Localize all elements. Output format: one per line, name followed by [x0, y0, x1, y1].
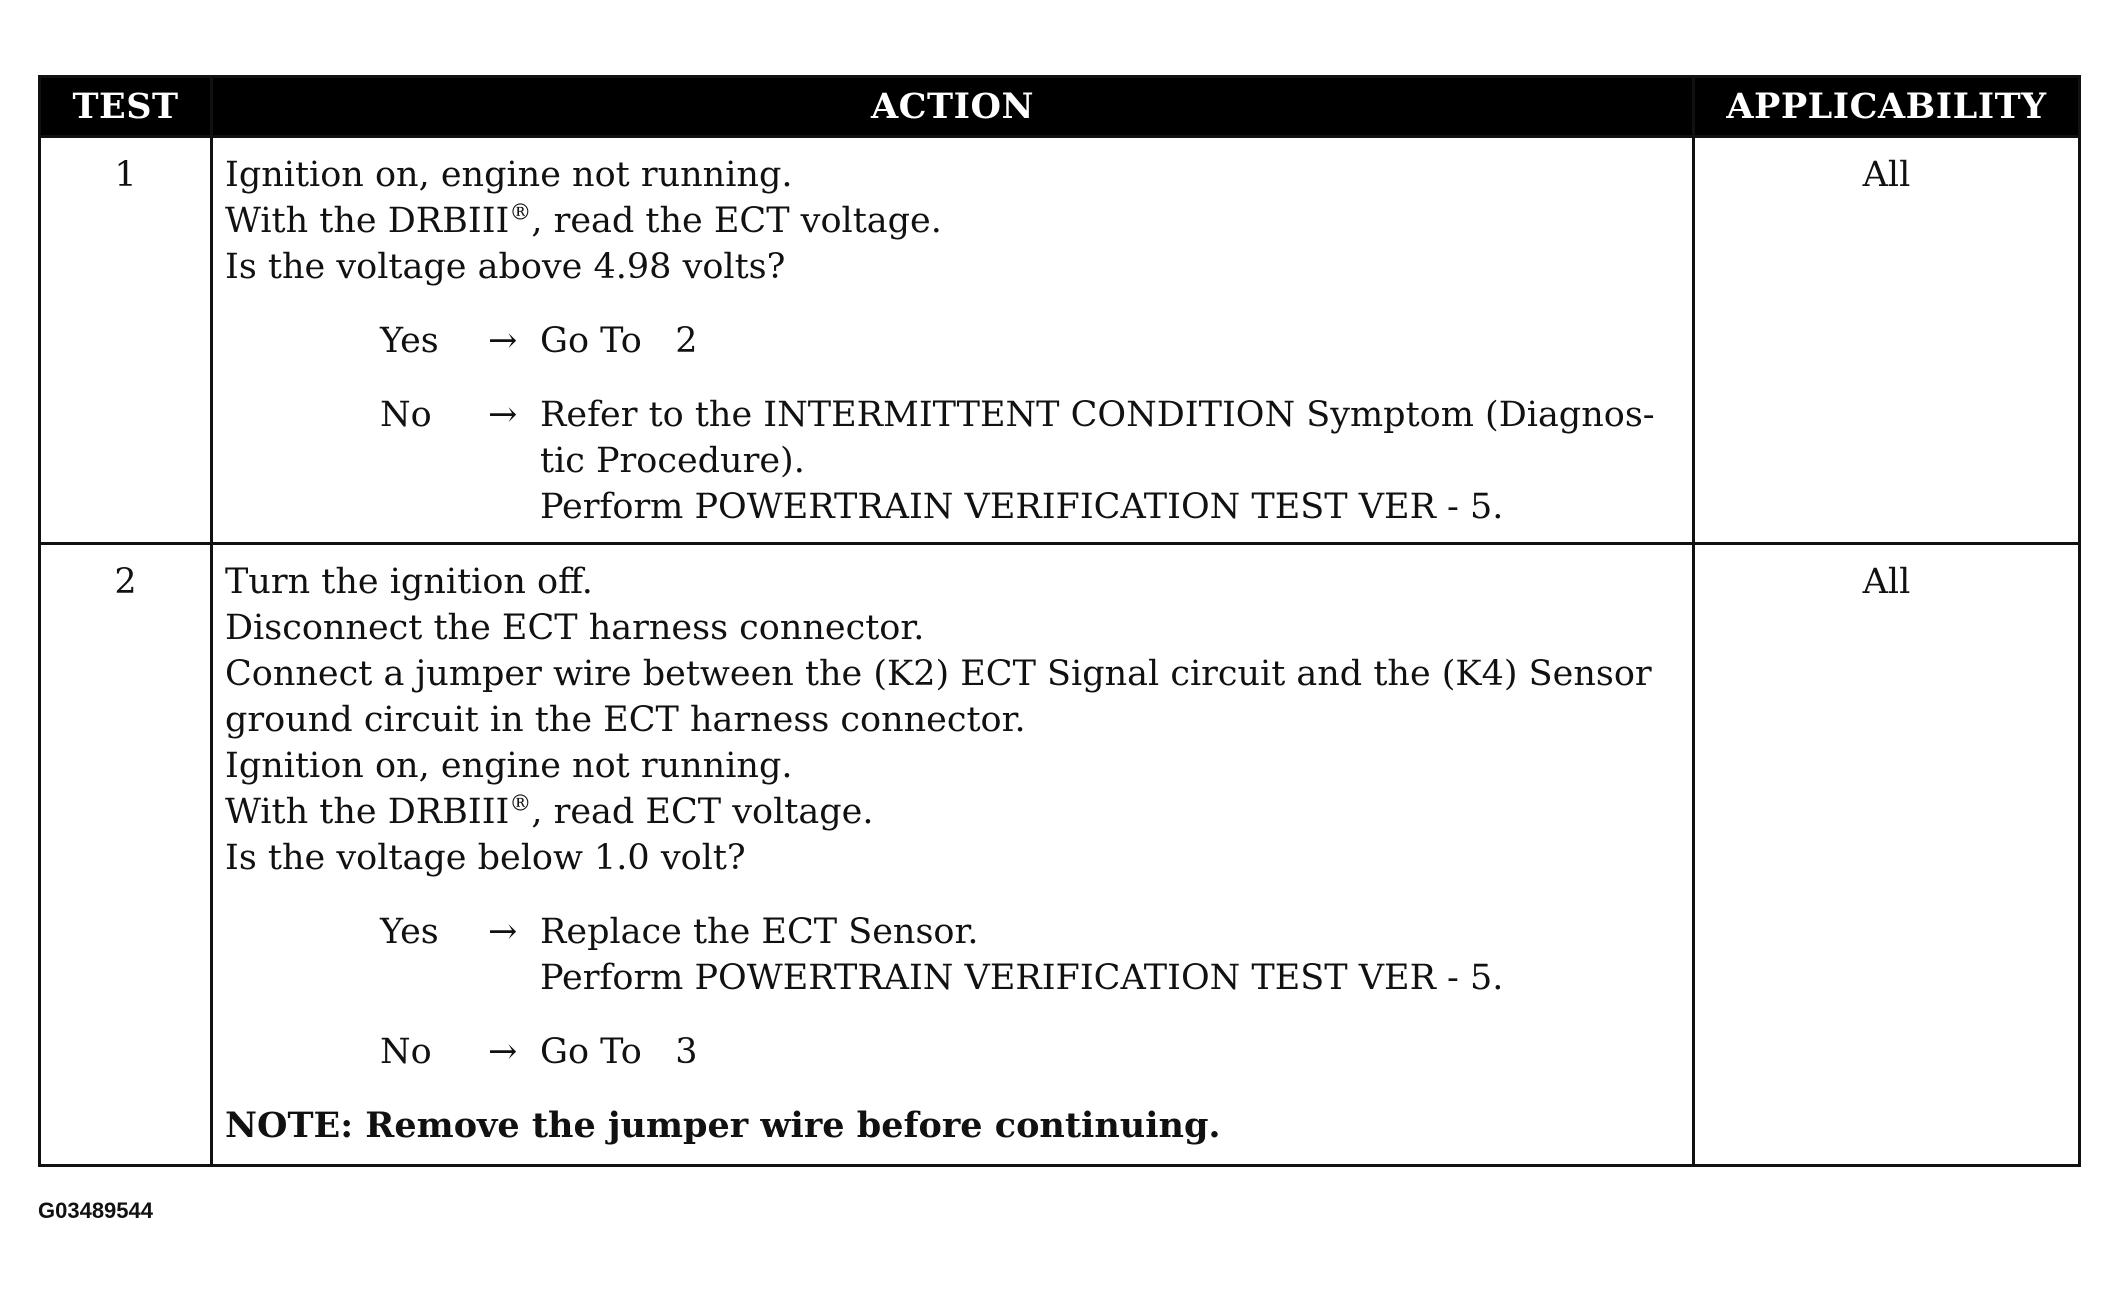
arrow-right-icon: →	[488, 1032, 518, 1072]
action-step: Connect a jumper wire between the (K2) ECT Signal circuit and the (K4) Sensor	[225, 654, 1652, 694]
result-line: Go To 3	[540, 1032, 698, 1072]
table-header-row	[40, 77, 2080, 137]
action-step-part: With the DRBIII	[225, 201, 510, 241]
action-step	[225, 198, 1680, 244]
arrow-right-icon: →	[488, 321, 518, 361]
action-step: ground circuit in the ECT harness connector.	[225, 700, 1026, 740]
registered-mark: ®	[509, 791, 532, 817]
action-step-part: , read the ECT voltage.	[531, 201, 942, 241]
action-step: Ignition on, engine not running.	[225, 155, 793, 195]
yes-label: Yes	[380, 321, 439, 361]
yes-result	[540, 909, 1680, 1001]
test-number: 2	[40, 544, 212, 1166]
yes-branch	[380, 318, 1680, 364]
no-label: No	[380, 395, 432, 435]
result-line: Replace the ECT Sensor.	[540, 912, 979, 952]
header-test: TEST	[40, 77, 212, 137]
action-question: Is the voltage below 1.0 volt?	[225, 838, 746, 878]
yes-result	[540, 318, 1680, 364]
diagnostic-test-table	[38, 75, 2081, 1167]
action-cell	[212, 137, 1694, 544]
test-number: 1	[40, 137, 212, 544]
result-line: tic Procedure).	[540, 441, 805, 481]
no-result	[540, 392, 1680, 530]
no-result	[540, 1029, 1680, 1075]
figure-id: G03489544	[38, 1198, 153, 1223]
header-applicability: APPLICABILITY	[1694, 77, 2080, 137]
arrow-right-icon: →	[488, 912, 518, 952]
action-step-part: With the DRBIII	[225, 792, 510, 832]
no-branch	[380, 1029, 1680, 1075]
table-row	[40, 544, 2080, 1166]
action-step: Disconnect the ECT harness connector.	[225, 608, 925, 648]
action-step: Ignition on, engine not running.	[225, 746, 793, 786]
arrow-right-icon: →	[488, 395, 518, 435]
action-cell	[212, 544, 1694, 1166]
header-action: ACTION	[212, 77, 1694, 137]
action-question: Is the voltage above 4.98 volts?	[225, 247, 786, 287]
table-row	[40, 137, 2080, 544]
no-label: No	[380, 1032, 432, 1072]
result-line: Refer to the INTERMITTENT CONDITION Symptom (Diagnos-	[540, 395, 1655, 435]
applicability-value: All	[1694, 544, 2080, 1166]
result-line: Go To 2	[540, 321, 698, 361]
action-step: Turn the ignition off.	[225, 562, 593, 602]
yes-branch	[380, 909, 1680, 1001]
yes-label: Yes	[380, 912, 439, 952]
applicability-value: All	[1694, 137, 2080, 544]
registered-mark: ®	[509, 200, 532, 226]
action-step-part: , read ECT voltage.	[531, 792, 874, 832]
note-text: NOTE: Remove the jumper wire before continuing.	[225, 1105, 1221, 1146]
result-line: Perform POWERTRAIN VERIFICATION TEST VER - 5.	[540, 958, 1504, 998]
action-step	[225, 789, 1680, 835]
no-branch	[380, 392, 1680, 530]
result-line: Perform POWERTRAIN VERIFICATION TEST VER - 5.	[540, 487, 1504, 527]
